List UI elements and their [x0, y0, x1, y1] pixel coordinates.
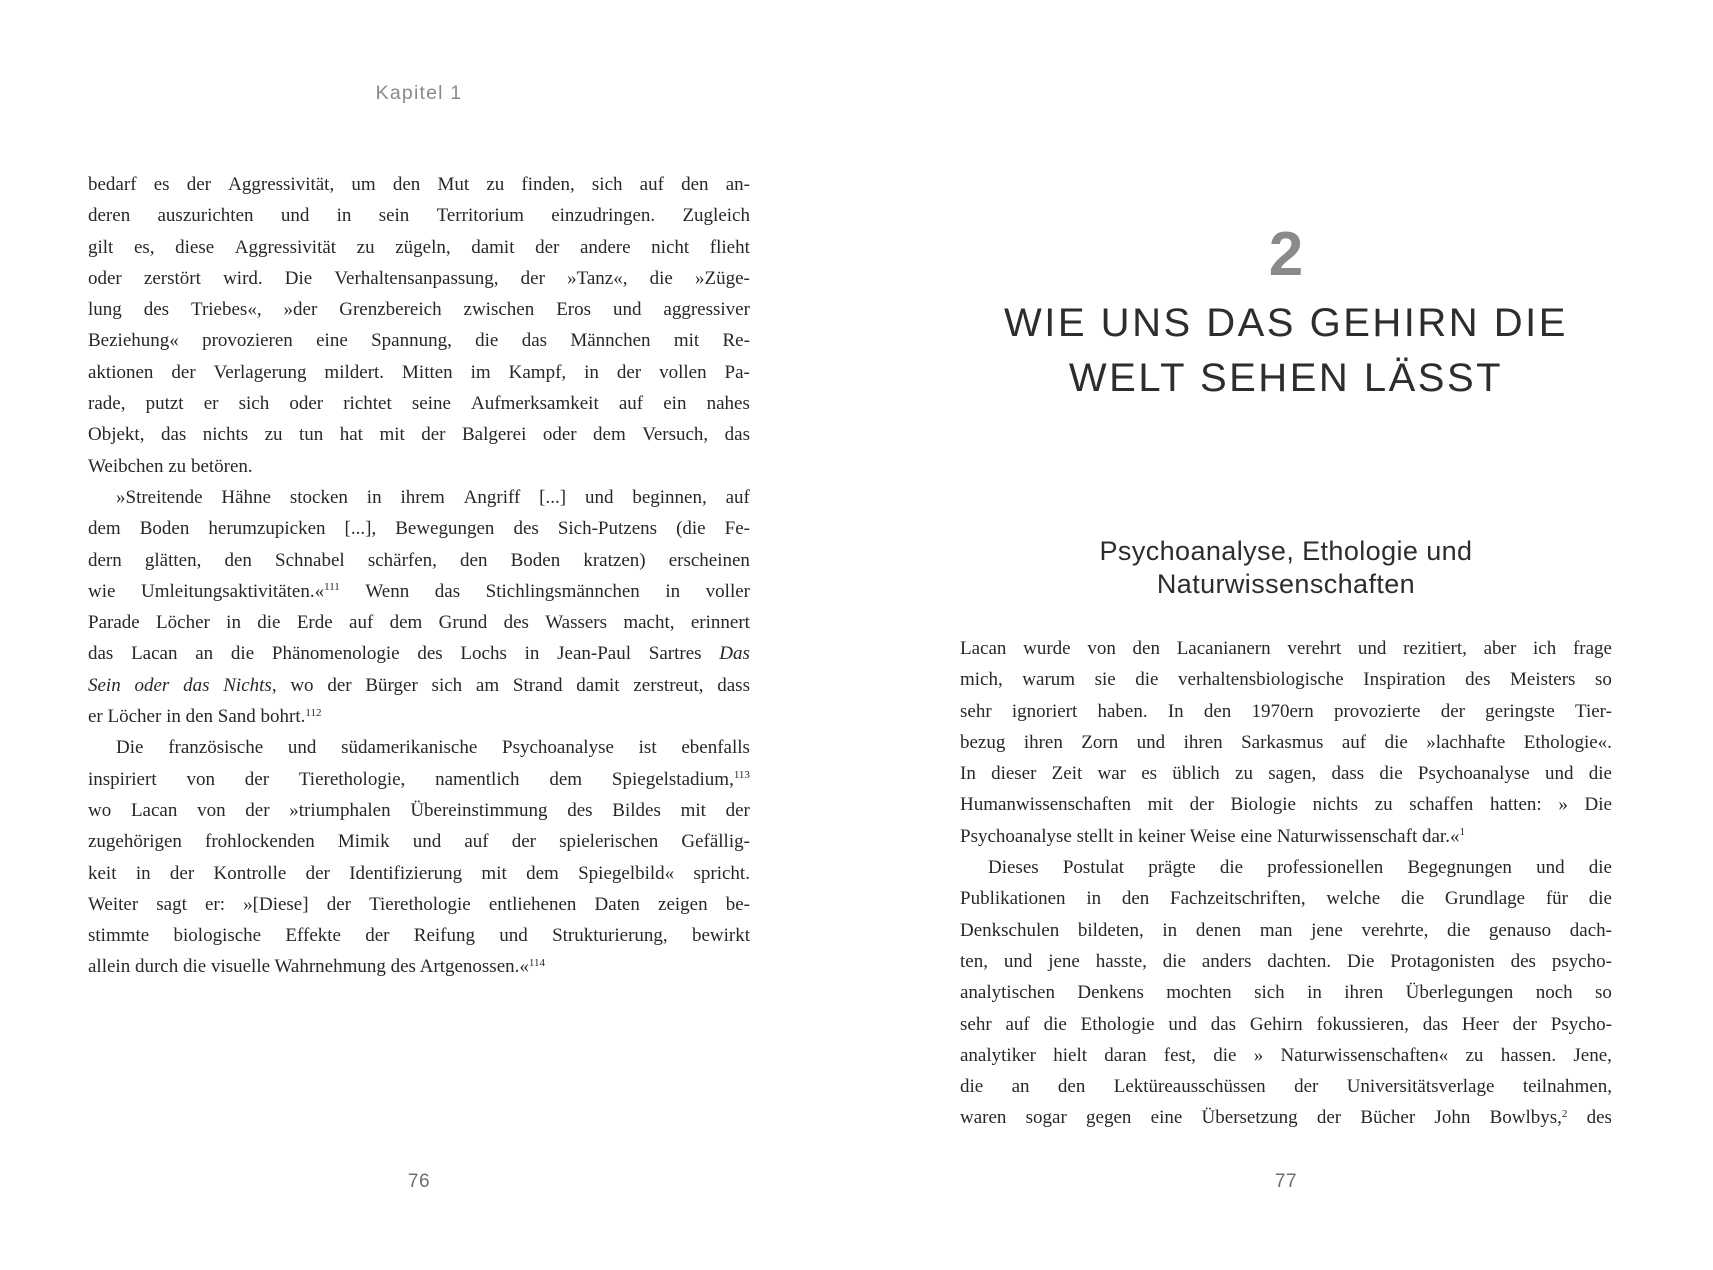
- text-line: Humanwissenschaften mit der Biologie nichts zu schaffen hatten: » Die: [960, 794, 1612, 816]
- text-line: die an den Lektüreausschüssen der Universitätsverlage teilnahmen,: [960, 1076, 1612, 1098]
- text-line: sehr auf die Ethologie und das Gehirn fokussieren, das Heer der Psycho-: [960, 1013, 1612, 1035]
- body-text-left: [88, 169, 750, 983]
- paragraph: [88, 732, 750, 982]
- text-line: mich, warum sie die verhaltensbiologische Inspiration des Meisters so: [960, 669, 1612, 691]
- paragraph: [88, 169, 750, 482]
- text-line: Weibchen zu betören.: [88, 455, 253, 477]
- running-header: Kapitel 1: [375, 82, 463, 104]
- text-line: er Löcher in den Sand bohrt.$^{112}$: [88, 706, 322, 728]
- text-line: In dieser Zeit war es üblich zu sagen, dass die Psychoanalyse und die: [960, 763, 1612, 785]
- page-number-left: 76: [407, 1171, 431, 1192]
- text-line: das Lacan an die Phänomenologie des Lochs in Jean-Paul Sartres Das: [88, 643, 750, 665]
- text-line: wie Umleitungsaktivitäten.«$^{111}$ Wenn das Stichlingsmännchen in voller: [88, 580, 750, 602]
- text-line: gilt es, diese Aggressivität zu zügeln, damit der andere nicht flieht: [88, 236, 750, 258]
- text-line: aktionen der Verlagerung mildert. Mitten im Kampf, in der vollen Pa-: [88, 361, 750, 383]
- text-line: wo Lacan von der »triumphalen Übereinstimmung des Bildes mit der: [88, 799, 750, 821]
- text-line: Weiter sagt er: »[Diese] der Tierethologie entliehenen Daten zeigen be-: [88, 893, 750, 915]
- text-line: zugehörigen frohlockenden Mimik und auf der spielerischen Gefällig-: [88, 831, 750, 853]
- section-subtitle: [960, 535, 1612, 600]
- text-line: analytischen Denkens mochten sich in ihren Überlegungen noch so: [960, 982, 1612, 1004]
- text-line: »Streitende Hähne stocken in ihrem Angriff [...] und beginnen, auf: [116, 486, 750, 508]
- text-line: rade, putzt er sich oder richtet seine Aufmerksamkeit auf ein nahes: [88, 393, 750, 415]
- paragraph: [960, 852, 1612, 1134]
- chapter-title-line: WIE UNS DAS GEHIRN DIE: [1004, 301, 1568, 345]
- text-line: oder zerstört wird. Die Verhaltensanpassung, der »Tanz«, die »Züge-: [88, 267, 750, 289]
- page-number-right: 77: [1274, 1171, 1298, 1192]
- text-line: keit in der Kontrolle der Identifizierung mit dem Spiegelbild« spricht.: [88, 862, 750, 884]
- text-line: waren sogar gegen eine Übersetzung der Bücher John Bowlbys,$^2$ des: [960, 1107, 1612, 1129]
- text-line: Die französische und südamerikanische Psychoanalyse ist ebenfalls: [116, 737, 750, 759]
- chapter-number: 2: [1268, 220, 1304, 289]
- text-line: Denkschulen bildeten, in denen man jene verehrte, die genauso dach-: [960, 919, 1612, 941]
- text-line: lung des Triebes«, »der Grenzbereich zwischen Eros und aggressiver: [88, 299, 750, 321]
- text-line: Beziehung« provozieren eine Spannung, die das Männchen mit Re-: [88, 330, 750, 352]
- body-text-right: [960, 633, 1612, 1134]
- text-line: Objekt, das nichts zu tun hat mit der Balgerei oder dem Versuch, das: [88, 424, 750, 446]
- text-line: deren auszurichten und in sein Territorium einzudringen. Zugleich: [88, 205, 750, 227]
- text-line: inspiriert von der Tierethologie, namentlich dem Spiegelstadium,$^{113}$: [88, 768, 750, 790]
- text-line: Publikationen in den Fachzeitschriften, welche die Grundlage für die: [960, 888, 1612, 910]
- text-line: ten, und jene hasste, die anders dachten. Die Protagonisten des psycho-: [960, 950, 1612, 972]
- text-line: analytiker hielt daran fest, die » Naturwissenschaften« zu hassen. Jene,: [960, 1044, 1612, 1066]
- text-line: dern glätten, den Schnabel schärfen, den Boden kratzen) erscheinen: [88, 549, 750, 571]
- text-line: sehr ignoriert haben. In den 1970ern provozierte der geringste Tier-: [960, 700, 1612, 722]
- paragraph: [88, 482, 750, 732]
- text-line: dem Boden herumzupicken [...], Bewegungen des Sich-Putzens (die Fe-: [88, 518, 750, 540]
- text-line: Dieses Postulat prägte die professionellen Begegnungen und die: [988, 857, 1612, 879]
- text-line: Psychoanalyse stellt in keiner Weise eine Naturwissenschaft dar.«$^1$: [960, 825, 1465, 847]
- text-line: bezug ihren Zorn und ihren Sarkasmus auf die »lachhafte Ethologie«.: [960, 731, 1612, 753]
- text-line: Parade Löcher in die Erde auf dem Grund des Wassers macht, erinnert: [88, 612, 750, 634]
- subtitle-line: Psychoanalyse, Ethologie und: [1099, 536, 1473, 566]
- chapter-title-line: WELT SEHEN LÄSST: [1068, 356, 1504, 400]
- subtitle-line: Naturwissenschaften: [1156, 568, 1416, 599]
- text-line: Sein oder das Nichts, wo der Bürger sich am Strand damit zerstreut, dass: [88, 674, 750, 696]
- chapter-title: [960, 296, 1612, 406]
- text-line: allein durch die visuelle Wahrnehmung des Artgenossen.«$^{114}$: [88, 956, 545, 978]
- text-line: bedarf es der Aggressivität, um den Mut zu finden, sich auf den an-: [88, 174, 750, 195]
- paragraph: [960, 633, 1612, 852]
- text-line: stimmte biologische Effekte der Reifung und Strukturierung, bewirkt: [88, 925, 750, 947]
- text-line: Lacan wurde von den Lacanianern verehrt und rezitiert, aber ich frage: [960, 638, 1612, 659]
